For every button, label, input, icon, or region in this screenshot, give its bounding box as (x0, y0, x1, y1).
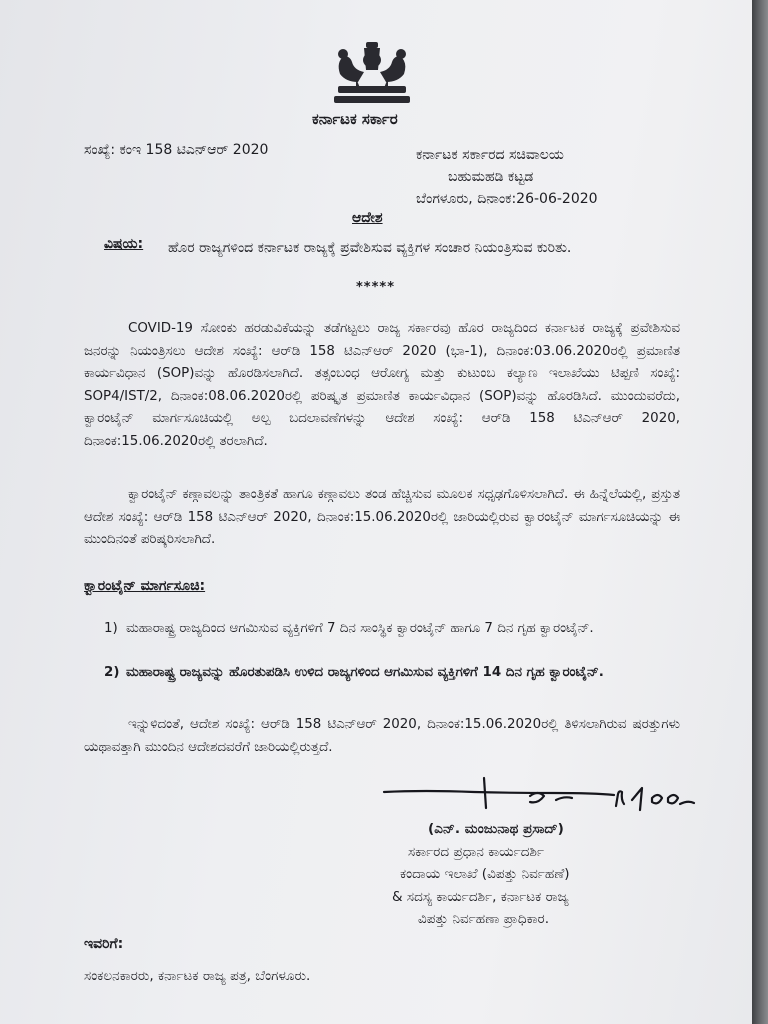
order-title: ಆದೇಶ (352, 210, 383, 226)
signatory-name: (ಎನ್. ಮಂಜುನಾಥ ಪ್ರಸಾದ್) (428, 821, 564, 837)
list-item (104, 618, 680, 641)
designation-line: ಸರ್ಕಾರದ ಪ್ರಧಾನ ಕಾರ್ಯದರ್ಶಿ (408, 843, 545, 860)
list-item-text: ಮಹಾರಾಷ್ಟ್ರ ರಾಜ್ಯವನ್ನು ಹೊರತುಪಡಿಸಿ ಉಳಿದ ರಾಜ್ಯಗಳಿಂದ ಆಗಮಿಸುವ ವ್ಯಕ್ತಿಗಳಿಗೆ 14 ದಿನ ಗೃಹ ಕ್ವಾರಂಟೈನ್. (126, 665, 604, 680)
designation-line: ಕಂದಾಯ ಇಲಾಖೆ (ವಿಪತ್ತು ನಿರ್ವಹಣೆ) (400, 866, 570, 882)
reference-number: ಸಂಖ್ಯೆ: ಕಂಇ 158 ಟಿಎನ್ಆರ್ 2020 (84, 142, 269, 158)
government-title: ಕರ್ನಾಟಕ ಸರ್ಕಾರ (312, 110, 398, 128)
signatory-block (392, 818, 570, 931)
guidelines-heading: ಕ್ವಾರಂಟೈನ್ ಮಾರ್ಗಸೂಚಿ: (84, 578, 206, 594)
office-address (416, 144, 598, 210)
designation-line: & ಸದಸ್ಯ ಕಾರ್ಯದರ್ಶಿ, ಕರ್ನಾಟಕ ರಾಜ್ಯ (392, 888, 569, 905)
list-item-number: 1) (104, 621, 118, 636)
subject-label: ವಿಷಯ: (104, 236, 144, 252)
paragraph: ಇನ್ನುಳಿದಂತೆ, ಆದೇಶ ಸಂಖ್ಯೆ: ಆರ್‌ಡಿ 158 ಟಿಎನ್ಆರ್ 2020, ದಿನಾಂಕ:15.06.2020ರಲ್ಲಿ ತಿಳಿಸಲಾಗಿರುವ ಷರತ್ತುಗಳು ಯಥಾವತ್ತಾಗಿ ಮುಂದಿನ ಆದೇಶದವರೆಗೆ ಜಾರಿಯಲ್ಲಿರುತ್ತದೆ. (84, 717, 680, 755)
office-line: ಬಹುಮಹಡಿ ಕಟ್ಟಡ (448, 169, 534, 185)
designation-line: ವಿಪತ್ತು ನಿರ್ವಹಣಾ ಪ್ರಾಧಿಕಾರ. (418, 911, 550, 927)
office-line: ಕರ್ನಾಟಕ ಸರ್ಕಾರದ ಸಚಿವಾಲಯ (416, 147, 564, 163)
paragraph: ಕ್ವಾರಂಟೈನ್ ಕಣ್ಗಾವಲನ್ನು ತಾಂತ್ರಿಕತೆ ಹಾಗೂ ಕಣ್ಗಾವಲು ತಂಡ ಹೆಚ್ಚಿಸುವ ಮೂಲಕ ಸಧೃಢಗೊಳಿಸಲಾಗಿದೆ. ಈ ಹಿನ್ನೆಲೆಯಲ್ಲಿ, ಪ್ರಸ್ತುತ ಆದೇಶ ಸಂಖ್ಯೆ: ಆರ್‌ಡಿ 158 ಟಿಎನ್ಆರ್ 2020, ದಿನಾಂಕ:15.06.2020ರಲ್ಲಿ ಜಾರಿಯಲ್ಲಿರುವ ಕ್ವಾರಂಟೈನ್ ಮಾರ್ಗಸೂಚಿಯನ್ನು ಈ ಮುಂದಿನಂತೆ ಪರಿಷ್ಕರಿಸಲಾಗಿದೆ. (84, 487, 680, 547)
subject-text: ಹೊರ ರಾಜ್ಯಗಳಿಂದ ಕರ್ನಾಟಕ ರಾಜ್ಯಕ್ಕೆ ಪ್ರವೇಶಿಸುವ ವ್ಯಕ್ತಿಗಳ ಸಂಚಾರ ನಿಯಂತ್ರಿಸುವ ಕುರಿತು. (168, 240, 572, 256)
recipient-line: ಸಂಕಲನಕಾರರು, ಕರ್ನಾಟಕ ರಾಜ್ಯ ಪತ್ರ, ಬೆಂಗಳೂರು. (84, 968, 311, 984)
recipients-heading: ಇವರಿಗೆ: (84, 936, 124, 952)
list-item-text: ಮಹಾರಾಷ್ಟ್ರ ರಾಜ್ಯದಿಂದ ಆಗಮಿಸುವ ವ್ಯಕ್ತಿಗಳಿಗೆ 7 ದಿನ ಸಾಂಸ್ಥಿಕ ಕ್ವಾರಂಟೈನ್ ಹಾಗೂ 7 ದಿನ ಗೃಹ ಕ್ವಾರಂಟೈನ್. (126, 621, 594, 636)
state-emblem-icon (330, 38, 414, 108)
list-item-number: 2) (104, 665, 120, 680)
background-edge (752, 0, 768, 1024)
separator: ***** (356, 280, 395, 295)
paragraph: COVID-19 ಸೋಂಕು ಹರಡುವಿಕೆಯನ್ನು ತಡೆಗಟ್ಟಲು ರಾಜ್ಯ ಸರ್ಕಾರವು ಹೊರ ರಾಜ್ಯದಿಂದ ಕರ್ನಾಟಕ ರಾಜ್ಯಕ್ಕೆ ಪ್ರವೇಶಿಸುವ ಜನರನ್ನು ನಿಯಂತ್ರಿಸಲು ಆದೇಶ ಸಂಖ್ಯೆ: ಆರ್‌ಡಿ 158 ಟಿಎನ್ಆರ್ 2020 (ಭಾ-1), ದಿನಾಂಕ:03.06.2020ರಲ್ಲಿ ಪ್ರಮಾಣಿತ ಕಾರ್ಯವಿಧಾನ (SOP)ವನ್ನು ಹೊರಡಿಸಲಾಗಿದೆ. ತತ್ಸಂಬಂಧ ಆರೋಗ್ಯ ಮತ್ತು ಕುಟುಂಬ ಕಲ್ಯಾಣ ಇಲಾಖೆಯು ಟಿಪ್ಪಣಿ ಸಂಖ್ಯೆ: SOP4/IST/2, ದಿನಾಂಕ:08.06.2020ರಲ್ಲಿ ಪರಿಷ್ಕೃತ ಪ್ರಮಾಣಿತ ಕಾರ್ಯವಿಧಾನ (SOP)ವನ್ನು ಹೊರಡಿಸಿದೆ. ಮುಂದುವರೆದು, ಕ್ವಾರಂಟೈನ್ ಮಾರ್ಗಸೂಚಿಯಲ್ಲಿ ಅಲ್ಪ ಬದಲಾವಣೆಗಳನ್ನು ಆದೇಶ ಸಂಖ್ಯೆ: ಆರ್‌ಡಿ 158 ಟಿಎನ್ಆರ್ 2020, ದಿನಾಂಕ:15.06.2020ರಲ್ಲಿ ತರಲಾಗಿದೆ. (84, 321, 680, 449)
office-line: ಬೆಂಗಳೂರು, ದಿನಾಂಕ:26-06-2020 (416, 191, 598, 207)
list-item (104, 662, 680, 685)
